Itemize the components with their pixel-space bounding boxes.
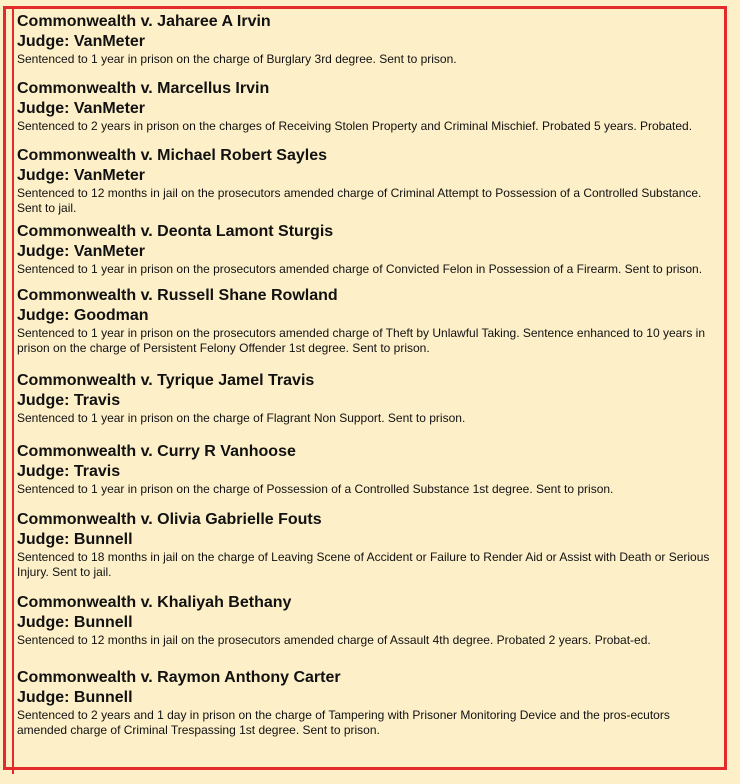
case-entry	[17, 668, 717, 738]
case-judge: Judge: Bunnell	[17, 614, 133, 631]
case-title: Commonwealth v. Deonta Lamont Sturgis	[17, 223, 334, 240]
left-rule	[12, 8, 14, 774]
case-entry	[17, 442, 717, 497]
case-title: Commonwealth v. Marcellus Irvin	[17, 80, 270, 97]
case-title: Commonwealth v. Khaliyah Bethany	[17, 594, 292, 611]
case-judge: Judge: Bunnell	[17, 689, 133, 706]
case-judge: Judge: VanMeter	[17, 33, 146, 50]
case-sentence: Sentenced to 1 year in prison on the prosecutors amended charge of Theft by Unlawful Taking. Sentence enhanced to 10 years in prison on the charge of Persistent Felony Offender 1st degree. Sent to prison.	[17, 326, 705, 355]
case-entry	[17, 510, 717, 580]
case-judge: Judge: Bunnell	[17, 531, 133, 548]
case-sentence: Sentenced to 2 years in prison on the charges of Receiving Stolen Property and Criminal Mischief. Probated 5 years. Probated.	[17, 119, 693, 133]
case-title: Commonwealth v. Michael Robert Sayles	[17, 147, 328, 164]
case-entry	[17, 79, 717, 134]
case-title: Commonwealth v. Russell Shane Rowland	[17, 287, 338, 304]
case-sentence: Sentenced to 18 months in jail on the charge of Leaving Scene of Accident or Failure to Render Aid or Assist with Death or Serious Injury. Sent to jail.	[17, 550, 710, 579]
case-title: Commonwealth v. Jaharee A Irvin	[17, 13, 271, 30]
case-sentence: Sentenced to 1 year in prison on the charge of Possession of a Controlled Substance 1st degree. Sent to prison.	[17, 482, 614, 496]
case-sentence: Sentenced to 2 years and 1 day in prison on the charge of Tampering with Prisoner Monitoring Device and the pros-ecutors amended charge of Criminal Trespassing 1st degree. Sent to prison.	[17, 708, 670, 737]
case-judge: Judge: VanMeter	[17, 100, 146, 117]
case-judge: Judge: Travis	[17, 463, 121, 480]
case-judge: Judge: Goodman	[17, 307, 149, 324]
case-entry	[17, 146, 717, 216]
case-entry	[17, 593, 717, 648]
case-sentence: Sentenced to 1 year in prison on the charge of Burglary 3rd degree. Sent to prison.	[17, 52, 457, 66]
case-title: Commonwealth v. Olivia Gabrielle Fouts	[17, 511, 322, 528]
case-sentence: Sentenced to 1 year in prison on the prosecutors amended charge of Convicted Felon in Possession of a Firearm. Sent to prison.	[17, 262, 703, 276]
case-title: Commonwealth v. Tyrique Jamel Travis	[17, 372, 315, 389]
case-sentence: Sentenced to 12 months in jail on the prosecutors amended charge of Criminal Attempt to Possession of a Controlled Substance. Sent to jail.	[17, 186, 702, 215]
case-entry	[17, 222, 717, 277]
case-entry	[17, 371, 717, 426]
case-judge: Judge: VanMeter	[17, 243, 146, 260]
case-entry	[17, 286, 717, 356]
case-judge: Judge: Travis	[17, 392, 121, 409]
case-title: Commonwealth v. Raymon Anthony Carter	[17, 669, 341, 686]
case-judge: Judge: VanMeter	[17, 167, 146, 184]
case-title: Commonwealth v. Curry R Vanhoose	[17, 443, 296, 460]
case-sentence: Sentenced to 12 months in jail on the prosecutors amended charge of Assault 4th degree. Probated 2 years. Probat-ed.	[17, 633, 651, 647]
case-sentence: Sentenced to 1 year in prison on the charge of Flagrant Non Support. Sent to prison.	[17, 411, 466, 425]
case-entry	[17, 12, 717, 67]
